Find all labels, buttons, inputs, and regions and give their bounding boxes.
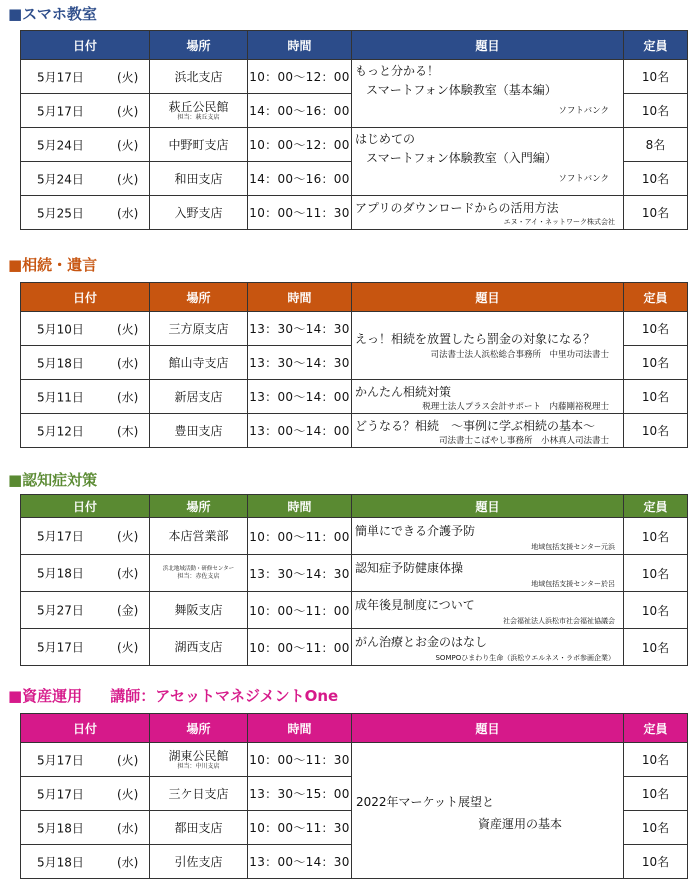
date-cell: 5月18日 (水): [21, 811, 150, 845]
time-cell: 10：00〜11：30: [248, 811, 352, 845]
place-cell: 湖東公民館 担当：中川支店: [150, 743, 248, 777]
place-cell: 入野支店: [150, 196, 248, 230]
date-cell: 5月11日 (水): [21, 380, 150, 414]
topic-cell: はじめての スマートフォン体験教室（入門編） ソフトバンク: [352, 128, 624, 196]
time-cell: 13：00〜14：00: [248, 414, 352, 448]
place-cell: 三方原支店: [150, 312, 248, 346]
capacity-cell: 10名: [624, 312, 688, 346]
header-place: 場所: [150, 31, 248, 60]
date-cell: 5月17日 (火): [21, 629, 150, 666]
table-row: [21, 743, 688, 777]
header-topic: 題目: [352, 714, 624, 743]
header-topic: 題目: [352, 495, 624, 518]
topic-cell: 成年後見制度について 社会福祉法人浜松市社会福祉協議会: [352, 592, 624, 629]
header-topic: 題目: [352, 31, 624, 60]
topic-cell: がん治療とお金のはなし SOMPOひまわり生命（浜松ウエルネス・ラボ参画企業）: [352, 629, 624, 666]
table-row: [21, 380, 688, 414]
section-title-smartphone: ■スマホ教室: [8, 5, 97, 23]
header-capacity: 定員: [624, 31, 688, 60]
table-row: [21, 629, 688, 666]
capacity-cell: 10名: [624, 592, 688, 629]
date-cell: 5月18日 (水): [21, 845, 150, 879]
date-cell: 5月18日 (水): [21, 346, 150, 380]
table-row: [21, 518, 688, 555]
header-time: 時間: [248, 714, 352, 743]
topic-cell: 2022年マーケット展望と 資産運用の基本: [352, 743, 624, 879]
date-cell: 5月27日 (金): [21, 592, 150, 629]
time-cell: 10：00〜11：00: [248, 629, 352, 666]
capacity-cell: 10名: [624, 845, 688, 879]
header-topic: 題目: [352, 283, 624, 312]
time-cell: 13：30〜14：30: [248, 555, 352, 592]
time-cell: 14：00〜16：00: [248, 94, 352, 128]
table-row: [21, 60, 688, 94]
smartphone-table: [20, 30, 688, 230]
place-cell: 都田支店: [150, 811, 248, 845]
dementia-table: [20, 494, 688, 666]
capacity-cell: 10名: [624, 346, 688, 380]
section-title-dementia: ■認知症対策: [8, 471, 98, 489]
topic-cell: 認知症予防健康体操 地域包括支援センター於呂: [352, 555, 624, 592]
place-cell: 引佐支店: [150, 845, 248, 879]
date-cell: 5月17日 (火): [21, 777, 150, 811]
time-cell: 10：00〜11：30: [248, 196, 352, 230]
section-title-asset: [8, 686, 338, 706]
place-cell: 館山寺支店: [150, 346, 248, 380]
header-capacity: 定員: [624, 283, 688, 312]
time-cell: 10：00〜12：00: [248, 128, 352, 162]
place-cell: 豊田支店: [150, 414, 248, 448]
place-cell: 和田支店: [150, 162, 248, 196]
header-date: 日付: [21, 31, 150, 60]
header-time: 時間: [248, 283, 352, 312]
table-row: [21, 414, 688, 448]
header-capacity: 定員: [624, 495, 688, 518]
time-cell: 10：00〜12：00: [248, 60, 352, 94]
capacity-cell: 10名: [624, 629, 688, 666]
time-cell: 13：00〜14：00: [248, 380, 352, 414]
capacity-cell: 10名: [624, 518, 688, 555]
capacity-cell: 10名: [624, 94, 688, 128]
capacity-cell: 10名: [624, 777, 688, 811]
time-cell: 10：00〜11：30: [248, 743, 352, 777]
place-cell: 本店営業部: [150, 518, 248, 555]
table-row: [21, 128, 688, 162]
place-cell: 浜北地域活動・研修センター 担当：赤佐支店: [150, 555, 248, 592]
table-row: [21, 312, 688, 346]
capacity-cell: 10名: [624, 414, 688, 448]
time-cell: 13：30〜14：30: [248, 312, 352, 346]
time-cell: 10：00〜11：00: [248, 518, 352, 555]
date-cell: 5月17日 (火): [21, 518, 150, 555]
inheritance-table: [20, 282, 688, 448]
time-cell: 10：00〜11：00: [248, 592, 352, 629]
place-cell: 湖西支店: [150, 629, 248, 666]
asset-table: [20, 713, 688, 879]
topic-cell: アプリのダウンロードからの活用方法 エヌ・アイ・ネットワーク株式会社: [352, 196, 624, 230]
header-date: 日付: [21, 283, 150, 312]
date-cell: 5月24日 (火): [21, 162, 150, 196]
place-cell: 中野町支店: [150, 128, 248, 162]
date-cell: 5月17日 (火): [21, 743, 150, 777]
header-place: 場所: [150, 283, 248, 312]
topic-cell: 簡単にできる介護予防 地域包括支援センター元浜: [352, 518, 624, 555]
date-cell: 5月17日 (火): [21, 94, 150, 128]
header-place: 場所: [150, 714, 248, 743]
topic-cell: もっと分かる！ スマートフォン体験教室（基本編） ソフトバンク: [352, 60, 624, 128]
header-capacity: 定員: [624, 714, 688, 743]
capacity-cell: 10名: [624, 555, 688, 592]
capacity-cell: 10名: [624, 162, 688, 196]
header-place: 場所: [150, 495, 248, 518]
capacity-cell: 10名: [624, 60, 688, 94]
capacity-cell: 10名: [624, 811, 688, 845]
capacity-cell: 10名: [624, 380, 688, 414]
time-cell: 13：30〜14：30: [248, 346, 352, 380]
header-date: 日付: [21, 495, 150, 518]
date-cell: 5月18日 (水): [21, 555, 150, 592]
asset-title: ■資産運用: [8, 687, 83, 705]
topic-cell: かんたん相続対策 税理士法人プラス会計サポート 内藤剛裕税理士: [352, 380, 624, 414]
asset-lecturer: 講師：アセットマネジメントOne: [110, 687, 339, 705]
capacity-cell: 10名: [624, 743, 688, 777]
date-cell: 5月10日 (火): [21, 312, 150, 346]
header-time: 時間: [248, 31, 352, 60]
header-time: 時間: [248, 495, 352, 518]
topic-cell: どうなる？相続 〜事例に学ぶ相続の基本〜 司法書士こばやし事務所 小林真人司法書士: [352, 414, 624, 448]
place-cell: 浜北支店: [150, 60, 248, 94]
date-cell: 5月17日 (火): [21, 60, 150, 94]
date-cell: 5月12日 (木): [21, 414, 150, 448]
time-cell: 13：30〜15：00: [248, 777, 352, 811]
date-cell: 5月24日 (火): [21, 128, 150, 162]
topic-cell: えっ！相続を放置したら罰金の対象になる？ 司法書士法人浜松総合事務所 中里功司法書士: [352, 312, 624, 380]
place-cell: 萩丘公民館 担当：萩丘支店: [150, 94, 248, 128]
capacity-cell: 8名: [624, 128, 688, 162]
table-row: [21, 592, 688, 629]
place-cell: 新居支店: [150, 380, 248, 414]
section-title-inheritance: ■相続・遺言: [8, 256, 98, 274]
capacity-cell: 10名: [624, 196, 688, 230]
place-cell: 舞阪支店: [150, 592, 248, 629]
header-date: 日付: [21, 714, 150, 743]
time-cell: 13：00〜14：30: [248, 845, 352, 879]
time-cell: 14：00〜16：00: [248, 162, 352, 196]
table-row: [21, 196, 688, 230]
place-cell: 三ケ日支店: [150, 777, 248, 811]
table-row: [21, 555, 688, 592]
date-cell: 5月25日 (水): [21, 196, 150, 230]
